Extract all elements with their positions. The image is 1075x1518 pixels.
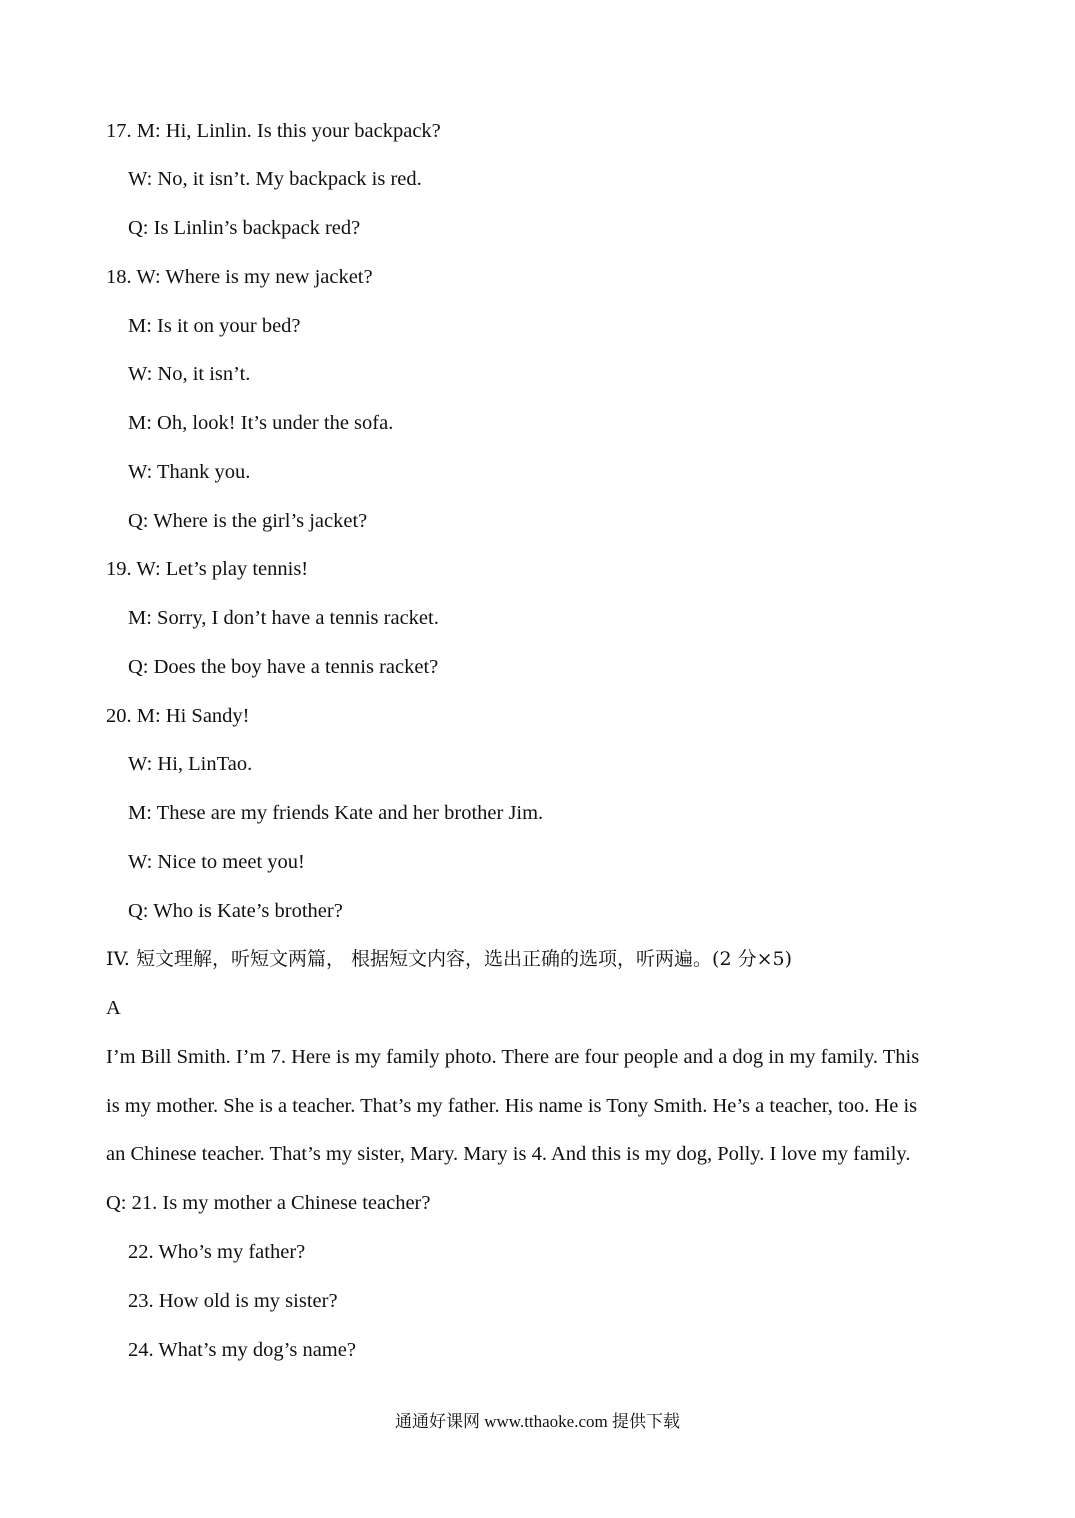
dialogue-17-line-1: 17. M: Hi, Linlin. Is this your backpack?	[106, 120, 441, 142]
dialogue-20-line-4: W: Nice to meet you!	[128, 851, 305, 873]
section-heading: IV. 短文理解，听短文两篇， 根据短文内容，选出正确的选项，听两遍。(2 分×5)	[106, 948, 792, 970]
passage-line-1: I’m Bill Smith. I’m 7. Here is my family photo. There are four people and a dog in my family. This	[106, 1046, 920, 1068]
dialogue-20-line-2: W: Hi, LinTao.	[128, 753, 253, 775]
dialogue-18-line-3: W: No, it isn’t.	[128, 363, 251, 385]
dialogue-18-question: Q: Where is the girl’s jacket?	[128, 510, 368, 532]
dialogue-20-line-1: 20. M: Hi Sandy!	[106, 705, 250, 727]
dialogue-18-line-5: W: Thank you.	[128, 461, 251, 483]
passage-line-2: is my mother. She is a teacher. That’s my father. His name is Tony Smith. He’s a teacher, too. He is	[106, 1095, 918, 1117]
question-23: 23. How old is my sister?	[128, 1290, 338, 1312]
dialogue-20-question: Q: Who is Kate’s brother?	[128, 900, 343, 922]
dialogue-19-line-2: M: Sorry, I don’t have a tennis racket.	[128, 607, 439, 629]
passage-line-3: an Chinese teacher. That’s my sister, Mary. Mary is 4. And this is my dog, Polly. I love my family.	[106, 1143, 911, 1165]
dialogue-19-question: Q: Does the boy have a tennis racket?	[128, 656, 439, 678]
dialogue-19-line-1: 19. W: Let’s play tennis!	[106, 558, 309, 580]
dialogue-17-line-2: W: No, it isn’t. My backpack is red.	[128, 168, 422, 190]
question-24: 24. What’s my dog’s name?	[128, 1339, 356, 1361]
dialogue-20-line-3: M: These are my friends Kate and her brother Jim.	[128, 802, 544, 824]
dialogue-18-line-1: 18. W: Where is my new jacket?	[106, 266, 373, 288]
question-21: Q: 21. Is my mother a Chinese teacher?	[106, 1192, 431, 1214]
dialogue-18-line-2: M: Is it on your bed?	[128, 315, 301, 337]
dialogue-18-line-4: M: Oh, look! It’s under the sofa.	[128, 412, 394, 434]
page-footer: 通通好课网 www.tthaoke.com 提供下载	[394, 1412, 681, 1431]
question-22: 22. Who’s my father?	[128, 1241, 306, 1263]
dialogue-17-question: Q: Is Linlin’s backpack red?	[128, 217, 361, 239]
passage-label: A	[106, 997, 121, 1019]
